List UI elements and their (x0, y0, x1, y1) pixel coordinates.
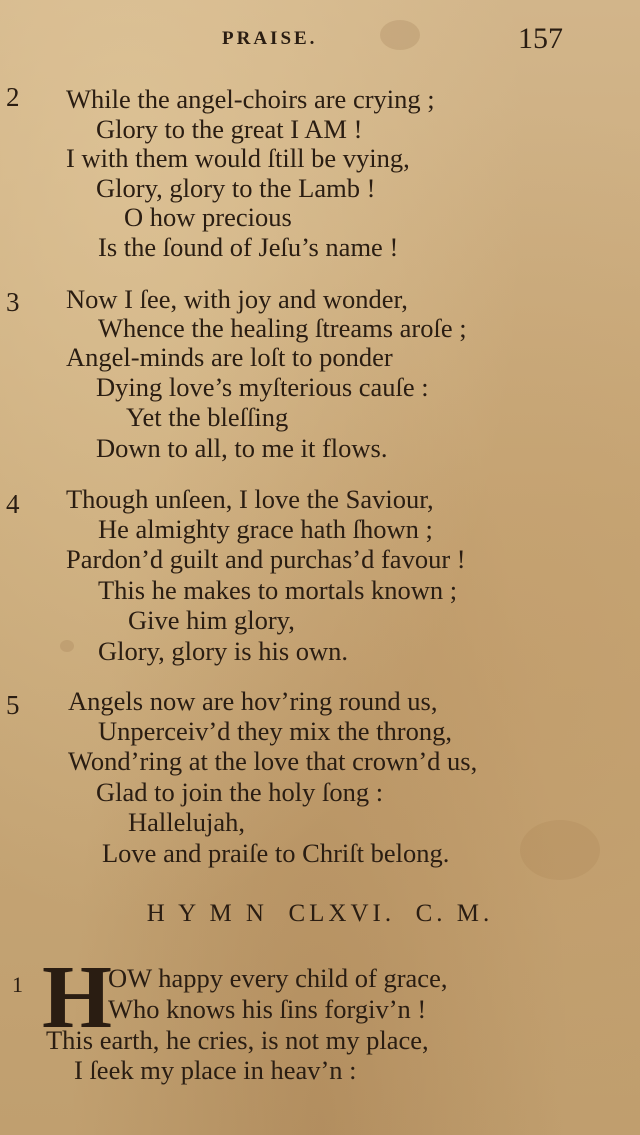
verse-line: Now I ſee, with joy and wonder, (66, 284, 408, 314)
page-number: 157 (518, 22, 563, 55)
verse-number: 1 (12, 972, 23, 997)
verse-line: Hallelujah, (128, 807, 245, 837)
verse-line: I with them would ſtill be vying, (66, 143, 410, 173)
verse-line: Who knows his ſins forgiv’n ! (108, 994, 427, 1024)
verse-line: Down to all, to me it flows. (96, 433, 388, 463)
verse-line: This he makes to mortals known ; (98, 575, 458, 605)
verse-line: He almighty grace hath ſhown ; (98, 514, 433, 544)
verse-line: Yet the bleſſing (126, 402, 289, 432)
verse-line: Glad to join the holy ſong : (96, 777, 384, 807)
verse-line: Is the ſound of Jeſu’s name ! (98, 232, 399, 262)
verse-line: Angels now are hov’ring round us, (68, 686, 438, 716)
verse-line: While the angel-choirs are crying ; (66, 84, 435, 114)
paper-stain (520, 820, 600, 880)
verse-line: Though unſeen, I love the Saviour, (66, 484, 434, 514)
verse-line: Wond’ring at the love that crown’d us, (68, 746, 478, 776)
paper-stain (60, 640, 74, 652)
running-head: PRAISE. (222, 28, 318, 49)
verse-line: Glory, glory to the Lamb ! (96, 173, 376, 203)
verse-line: I ſeek my place in heav’n : (74, 1055, 357, 1085)
verse-line: Glory, glory is his own. (98, 636, 349, 666)
verse-number: 4 (6, 489, 20, 519)
hymn-title: H Y M N CLXVI. C. M. (146, 900, 494, 927)
verse-number: 2 (6, 82, 20, 112)
verse-line: OW happy every child of grace, (108, 963, 448, 993)
verse-line: Love and praiſe to Chriſt belong. (102, 838, 450, 868)
verse-line: Pardon’d guilt and purchas’d favour ! (66, 544, 466, 574)
drop-cap: H (42, 948, 113, 1047)
verse-line: Dying love’s myſterious cauſe : (96, 372, 429, 402)
verse-line: O how precious (124, 202, 292, 232)
verse-number: 3 (6, 287, 20, 317)
verse-line: This earth, he cries, is not my place, (46, 1025, 429, 1055)
verse-line: Unperceiv’d they mix the throng, (98, 716, 452, 746)
verse-line: Give him glory, (128, 605, 295, 635)
verse-number: 5 (6, 690, 20, 720)
verse-line: Angel-minds are loſt to ponder (66, 342, 393, 372)
verse-line: Glory to the great I AM ! (96, 114, 363, 144)
paper-stain (380, 20, 420, 50)
verse-line: Whence the healing ſtreams aroſe ; (98, 313, 467, 343)
